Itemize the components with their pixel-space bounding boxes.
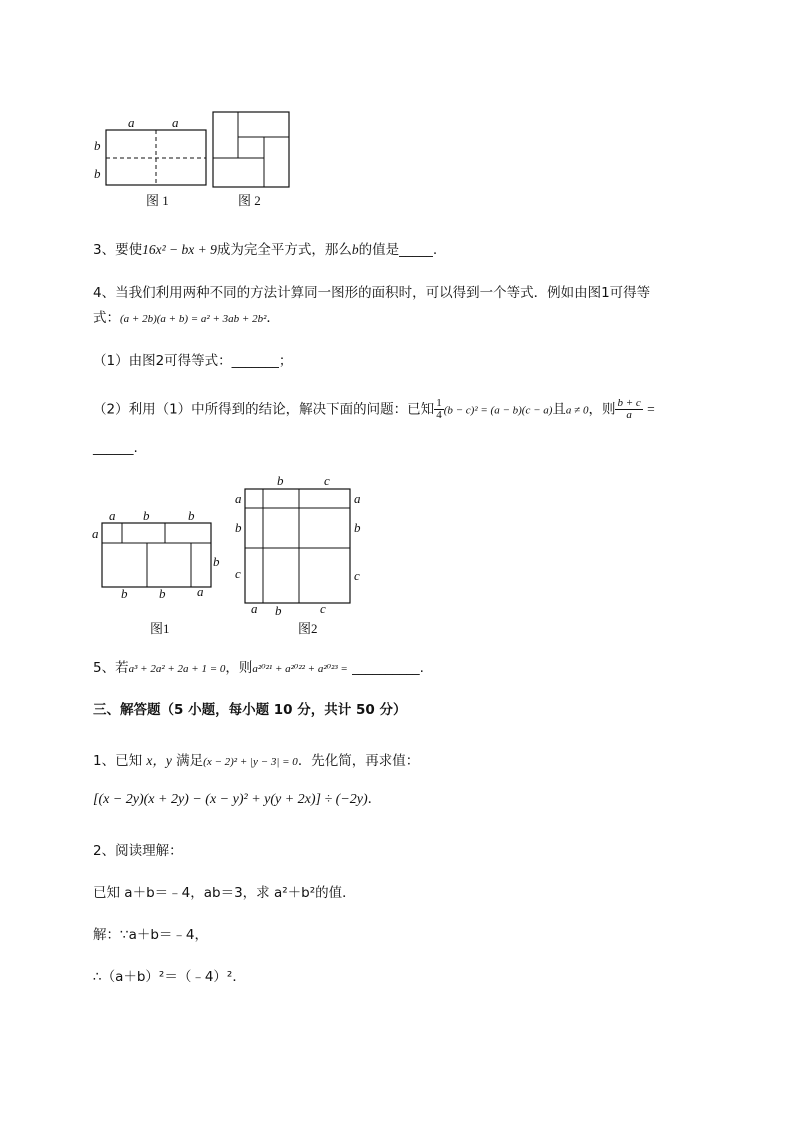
- fig1-caption: 图 1: [146, 193, 169, 208]
- q4-line2-suffix: ．: [266, 310, 280, 326]
- solve-2-sol2: ∴（a＋b）²＝（﹣4）²．: [93, 969, 246, 985]
- q4-part2-frac: [434, 398, 444, 421]
- q5-prefix: 5、若: [93, 660, 129, 676]
- q3-middle: 成为完全平方式，那么: [216, 242, 352, 258]
- mfig1-right-b: b: [213, 554, 220, 569]
- fig1-left-b1: b: [94, 138, 101, 153]
- mfig1-top-b2: b: [188, 508, 195, 523]
- fig2-caption: 图 2: [238, 193, 261, 208]
- mfig2-left-c: c: [235, 566, 241, 581]
- mfig2-top-b: b: [277, 473, 284, 488]
- question-4-line2: [93, 308, 280, 329]
- q4-part2-cond: a ≠ 0: [565, 404, 589, 417]
- solve-1-line2: [93, 789, 381, 810]
- s1-prefix: 1、已知: [93, 753, 143, 769]
- s1-vars: x，y: [146, 753, 172, 768]
- mfig1-top-b1: b: [143, 508, 150, 523]
- mfig2-left-a: a: [235, 491, 242, 506]
- q5-expr2: a²⁰²¹ + a²⁰²² + a²⁰²³ =: [252, 663, 348, 675]
- q4-part2-eq: =: [647, 401, 655, 417]
- q4-part2-mid: 且: [552, 401, 566, 418]
- mfig2-bottom-b: b: [275, 603, 282, 618]
- mfig2-right-a: a: [354, 491, 361, 506]
- solve-2-sol1: 解：∵a＋b＝﹣4，: [93, 927, 209, 943]
- mfig2-right-c: c: [354, 568, 360, 583]
- question-5: [93, 658, 424, 679]
- q4-part2-prefix: （2）利用（1）中所得到的结论，解决下面的问题：已知: [93, 401, 435, 418]
- q4-part2-frac2-num: b + c: [617, 397, 641, 409]
- q3-suffix: 的值是_____.: [358, 242, 438, 258]
- top-figures: [88, 108, 308, 210]
- mfig1-bottom-b1: b: [121, 586, 128, 601]
- mfig2-bottom-c: c: [320, 601, 326, 616]
- middle-figures: [88, 470, 378, 642]
- q4-part2-then: ，则: [588, 401, 616, 418]
- fig1-top-a1: a: [128, 115, 135, 130]
- question-4-blank: ______.: [93, 440, 138, 456]
- s1-expr: [(x − 2y)(x + 2y) − (x − y)² + y(y + 2x)] ÷ (−2y): [93, 792, 368, 807]
- fig2-rect: [213, 112, 289, 187]
- mfig1-left-a: a: [92, 526, 99, 541]
- q3-var: b: [351, 242, 359, 257]
- s1-mid: 满足: [176, 753, 204, 769]
- mfig1-bottom-b2: b: [159, 586, 166, 601]
- mfig1-top-a: a: [109, 508, 116, 523]
- question-4-part2: [93, 398, 655, 421]
- q5-blank: __________.: [352, 660, 424, 676]
- q4-line2-expr: (a + 2b)(a + b) = a² + 3ab + 2b²: [120, 313, 267, 325]
- mfig1-caption: 图1: [150, 621, 170, 636]
- q4-part2-frac2: [615, 398, 642, 421]
- q3-prefix: 3、要使: [93, 242, 143, 258]
- mfig2-bottom-a: a: [251, 601, 258, 616]
- s1-line2-suffix: ．: [367, 791, 382, 807]
- fig1-top-a2: a: [172, 115, 179, 130]
- s1-suffix: ．先化简，再求值：: [297, 753, 420, 769]
- q5-mid: ，则: [225, 660, 253, 676]
- s1-cond: (x − 2)² + |y − 3| = 0: [203, 756, 298, 768]
- question-4-part1: （1）由图2可得等式：_______；: [93, 353, 293, 369]
- question-4-line1: 4、当我们利用两种不同的方法计算同一图形的面积时，可以得到一个等式．例如由图1可得等: [93, 285, 651, 301]
- question-3: [93, 240, 437, 260]
- q5-expr: a³ + 2a² + 2a + 1 = 0: [128, 663, 226, 675]
- mfig1-rect: [102, 523, 211, 587]
- solve-2-given: 已知 a＋b＝﹣4，ab＝3，求 a²＋b²的值．: [93, 885, 356, 901]
- q4-part2-frac2-den: a: [626, 409, 632, 421]
- solve-1-line1: [93, 751, 419, 772]
- mfig1-bottom-a: a: [197, 584, 204, 599]
- mfig2-left-b: b: [235, 520, 242, 535]
- mfig2-caption: 图2: [298, 621, 318, 636]
- fig1-left-b2: b: [94, 166, 101, 181]
- section-3-title: 三、解答题（5 小题，每小题 10 分，共计 50 分）: [93, 702, 407, 718]
- q4-part2-expr: (b − c)² = (a − b)(c − a): [443, 404, 553, 417]
- mfig2-top-c: c: [324, 473, 330, 488]
- solve-2-title: 2、阅读理解：: [93, 843, 183, 859]
- q3-expr: 16x² − bx + 9: [142, 242, 217, 257]
- mfig2-rect: [245, 489, 350, 603]
- mfig2-right-b: b: [354, 520, 361, 535]
- q4-part2-frac-den: 4: [436, 409, 442, 421]
- q4-line2-prefix: 式：: [93, 310, 120, 326]
- q4-part2-frac-num: 1: [436, 397, 442, 409]
